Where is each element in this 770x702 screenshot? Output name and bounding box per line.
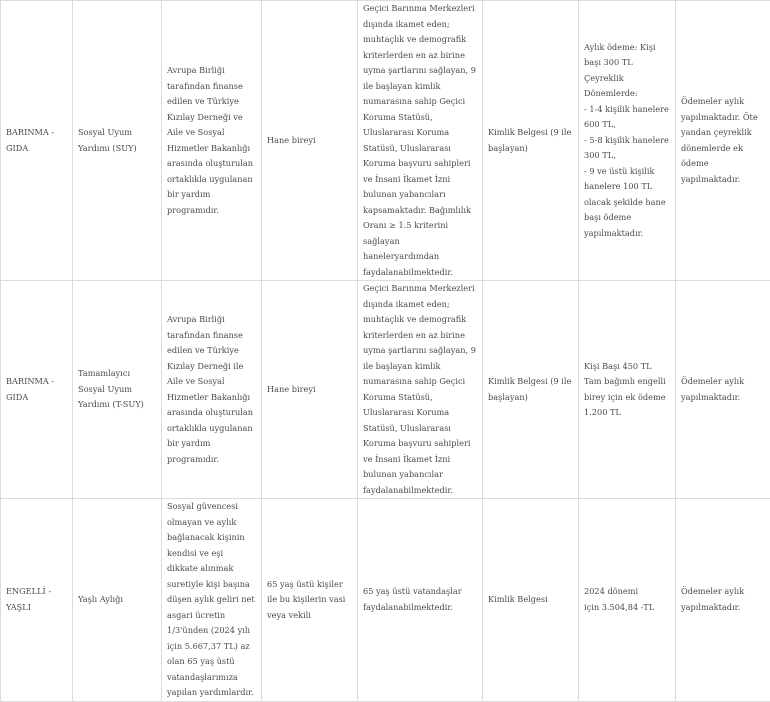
- category-cell: ENGELLİ - YAŞLI: [1, 499, 73, 702]
- eligibility-cell: 65 yaş üstü vatandaşlar faydalanabilmektedir.: [358, 499, 483, 702]
- table-row: [1, 499, 770, 702]
- eligibility-cell: Geçici Barınma Merkezleri dışında ikamet eden; muhtaçlık ve demografik kriterlerden en az birine uyma şartlarını sağlayan, 9 ile başlayan kimlik numarasına sahip Geçici Koruma Statüsü, Uluslararası Koruma Statüsü, Uluslararası Koruma başvuru sahipleri ve İnsani İkamet İzni bulunan yabancılar faydalanabilmektedir.: [358, 281, 483, 499]
- payment-cell: Ödemeler aylık yapılmaktadır.: [676, 281, 770, 499]
- amount-cell: Kişi Başı 450 TL Tam bağımlı engelli birey için ek ödeme 1.200 TL: [579, 281, 676, 499]
- document-cell: Kimlik Belgesi (9 ile başlayan): [483, 1, 579, 281]
- beneficiary-cell: Hane bireyi: [262, 281, 358, 499]
- table-row: [1, 281, 770, 499]
- program-cell: Tamamlayıcı Sosyal Uyum Yardımı (T-SUY): [73, 281, 162, 499]
- program-cell: Sosyal Uyum Yardımı (SUY): [73, 1, 162, 281]
- eligibility-cell: Geçici Barınma Merkezleri dışında ikamet eden; muhtaçlık ve demografik kriterlerden en az birine uyma şartlarını sağlayan, 9 ile başlayan kimlik numarasına sahip Geçici Koruma Statüsü, Uluslararası Koruma Statüsü, Uluslararası Koruma başvuru sahipleri ve İnsani İkamet İzni bulunan yabancıları kapsamaktadır. Bağımlılık Oranı ≥ 1.5 kriterini sağlayan haneleryardımdan faydalanabilmektedir.: [358, 1, 483, 281]
- category-cell: BARINMA - GIDA: [1, 281, 73, 499]
- payment-cell: Ödemeler aylık yapılmaktadır. Öte yandan çeyreklik dönemlerde ek ödeme yapılmaktadır.: [676, 1, 770, 281]
- table-row: [1, 1, 770, 281]
- funding-cell: Sosyal güvencesi olmayan ve aylık bağlanacak kişinin kendisi ve eşi dikkate alınmak suretiyle kişi başına düşen aylık geliri net asgari ücretin 1/3'ünden (2024 yılı için 5.667,37 TL) az olan 65 yaş üstü vatandaşlarımıza yapılan yardımlardır.: [162, 499, 262, 702]
- funding-cell: Avrupa Birliği tarafından finanse edilen ve Türkiye Kızılay Derneği ile Aile ve Sosyal Hizmetler Bakanlığı arasında oluşturulan ortaklıkla uygulanan bir yardım programıdır.: [162, 281, 262, 499]
- document-cell: Kimlik Belgesi (9 ile başlayan): [483, 281, 579, 499]
- amount-cell: 2024 dönemi için 3.504,84 -TL: [579, 499, 676, 702]
- beneficiary-cell: 65 yaş üstü kişiler ile bu kişilerin vasi veya vekili: [262, 499, 358, 702]
- category-cell: BARINMA - GIDA: [1, 1, 73, 281]
- amount-cell: Aylık ödeme: Kişi başı 300 TL Çeyreklik Dönemlerde: - 1-4 kişilik hanelere 600 TL, - 5-8 kişilik hanelere 300 TL, - 9 ve üstü kişilik hanelere 100 TL olacak şekilde hane başı ödeme yapılmaktadır.: [579, 1, 676, 281]
- program-cell: Yaşlı Aylığı: [73, 499, 162, 702]
- funding-cell: Avrupa Birliği tarafından finanse edilen ve Türkiye Kızılay Derneği ve Aile ve Sosyal Hizmetler Bakanlığı arasında oluşturulan ortaklıkla uygulanan bir yardım programıdır.: [162, 1, 262, 281]
- beneficiary-cell: Hane bireyi: [262, 1, 358, 281]
- document-cell: Kimlik Belgesi: [483, 499, 579, 702]
- payment-cell: Ödemeler aylık yapılmaktadır.: [676, 499, 770, 702]
